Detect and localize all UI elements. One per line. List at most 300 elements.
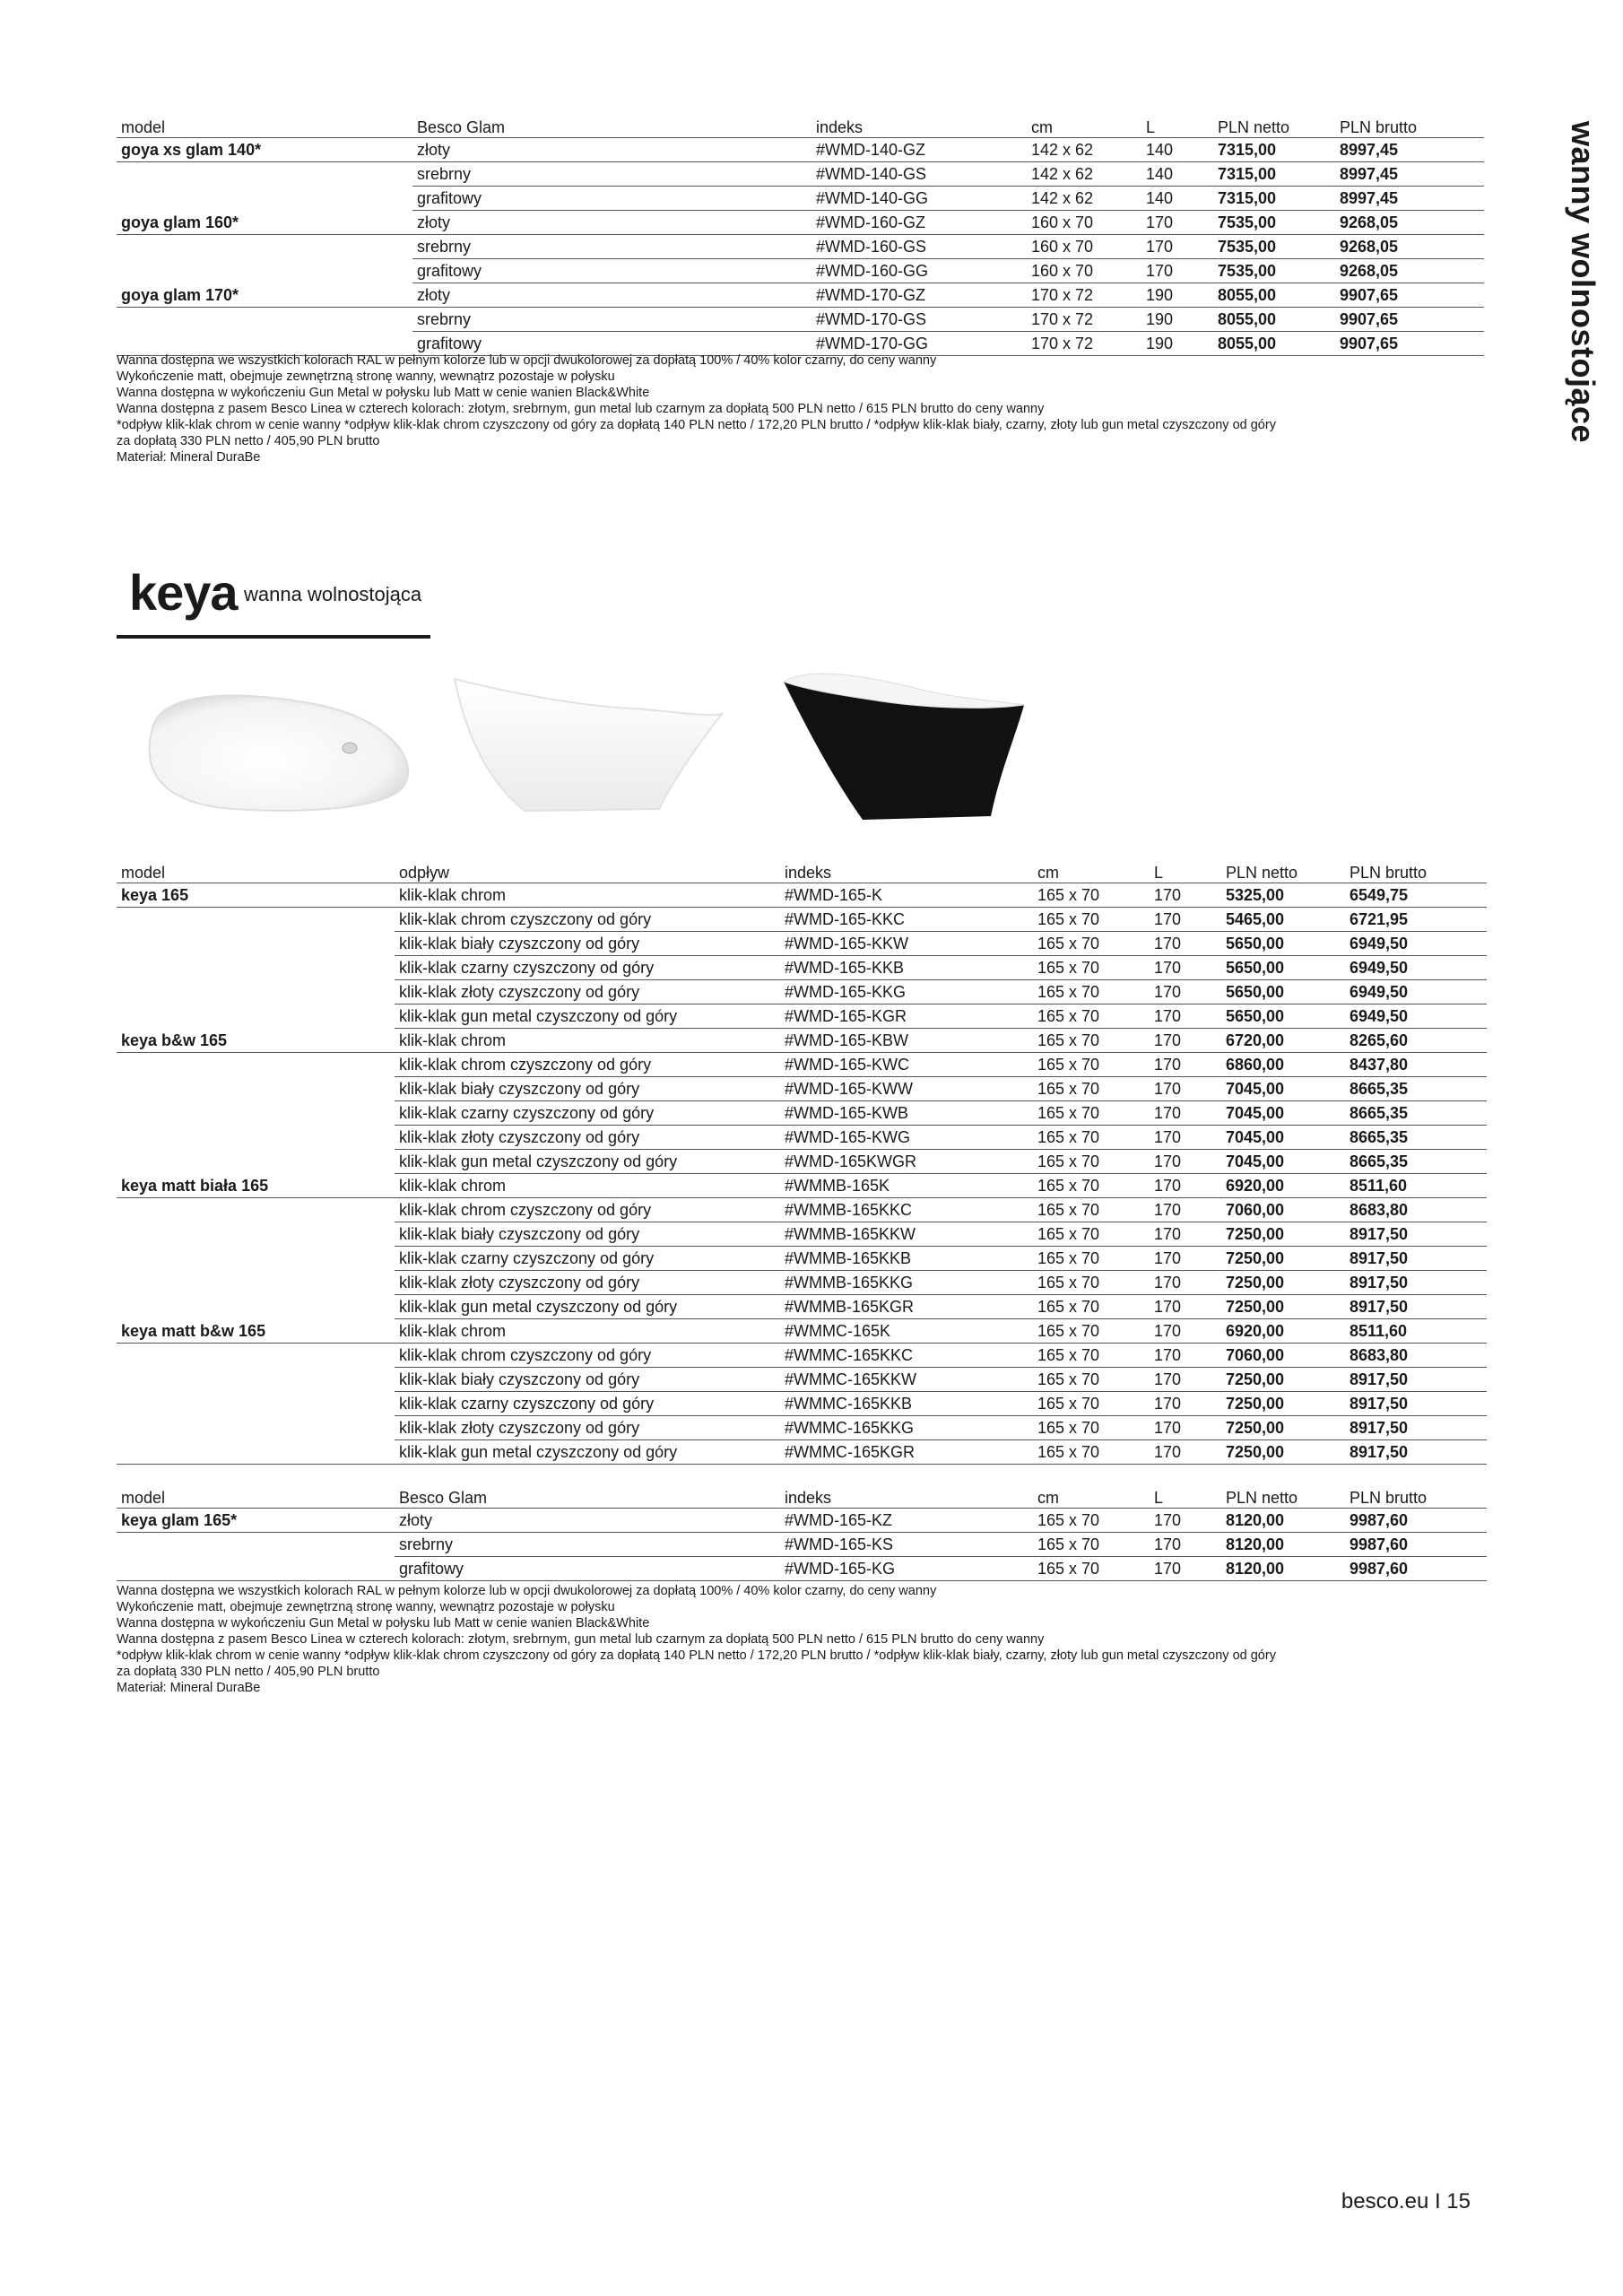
- bathtub-side-view-image: [453, 674, 731, 818]
- column-header-variant: Besco Glam: [395, 1484, 780, 1509]
- table-row: [117, 283, 1484, 308]
- cell-capacity: 170: [1150, 932, 1221, 956]
- cell-size: 165 x 70: [1033, 1271, 1150, 1295]
- cell-variant: klik-klak chrom czyszczony od góry: [395, 1198, 780, 1222]
- cell-price-net: 7250,00: [1221, 1247, 1345, 1271]
- cell-model: [117, 1053, 395, 1077]
- cell-price-gross: 8997,45: [1335, 138, 1484, 162]
- cell-index: #WMD-140-GS: [812, 162, 1027, 187]
- cell-model: [117, 1247, 395, 1271]
- table-row: [117, 908, 1487, 932]
- note-line: Wykończenie matt, obejmuje zewnętrzną stronę wanny, wewnątrz pozostaje w połysku: [117, 1600, 615, 1614]
- cell-price-net: 7250,00: [1221, 1416, 1345, 1440]
- note-line: za dopłatą 330 PLN netto / 405,90 PLN brutto: [117, 1665, 380, 1679]
- cell-variant: klik-klak złoty czyszczony od góry: [395, 1416, 780, 1440]
- cell-variant: grafitowy: [412, 259, 812, 283]
- table-row: [117, 1557, 1487, 1581]
- cell-size: 170 x 72: [1027, 332, 1141, 356]
- table-row: [117, 1440, 1487, 1465]
- table-row: [117, 308, 1484, 332]
- side-title: [1556, 121, 1610, 480]
- bathtub-black-white-image: [780, 665, 1031, 827]
- column-header-variant: Besco Glam: [412, 114, 812, 138]
- column-header-price-net: PLN netto: [1213, 114, 1335, 138]
- column-header-index: indeks: [812, 114, 1027, 138]
- cell-price-net: 7535,00: [1213, 259, 1335, 283]
- cell-capacity: 170: [1150, 980, 1221, 1004]
- note-line: Wanna dostępna z pasem Besco Linea w czterech kolorach: złotym, srebrnym, gun metal lub czarnym za dopłatą 500 PLN netto / 615 PLN brutto do ceny wanny: [117, 402, 1045, 416]
- cell-size: 165 x 70: [1033, 1416, 1150, 1440]
- column-header-size: cm: [1033, 1484, 1150, 1509]
- cell-model: [117, 1101, 395, 1126]
- note-line: za dopłatą 330 PLN netto / 405,90 PLN brutto: [117, 434, 380, 448]
- cell-variant: klik-klak gun metal czyszczony od góry: [395, 1150, 780, 1174]
- cell-capacity: 170: [1150, 1053, 1221, 1077]
- cell-price-gross: 6949,50: [1345, 956, 1487, 980]
- cell-price-gross: 8511,60: [1345, 1319, 1487, 1344]
- cell-model: goya glam 170*: [117, 283, 412, 308]
- cell-capacity: 170: [1150, 1174, 1221, 1198]
- cell-variant: klik-klak chrom: [395, 883, 780, 908]
- cell-capacity: 170: [1150, 1222, 1221, 1247]
- cell-index: #WMD-160-GG: [812, 259, 1027, 283]
- cell-size: 165 x 70: [1033, 1344, 1150, 1368]
- table-row: [117, 956, 1487, 980]
- cell-index: #WMMB-165KKB: [780, 1247, 1033, 1271]
- cell-price-gross: 9907,65: [1335, 283, 1484, 308]
- cell-model: [117, 1533, 395, 1557]
- cell-price-net: 6920,00: [1221, 1174, 1345, 1198]
- cell-capacity: 170: [1141, 211, 1213, 235]
- cell-index: #WMMC-165KKC: [780, 1344, 1033, 1368]
- keya-section-heading: [117, 563, 430, 639]
- goya-glam-price-table: [117, 114, 1484, 356]
- cell-price-gross: 8917,50: [1345, 1368, 1487, 1392]
- cell-size: 165 x 70: [1033, 1150, 1150, 1174]
- cell-price-gross: 9268,05: [1335, 235, 1484, 259]
- cell-index: #WMD-165-KZ: [780, 1509, 1033, 1533]
- cell-price-gross: 8683,80: [1345, 1344, 1487, 1368]
- cell-model: keya glam 165*: [117, 1509, 395, 1533]
- cell-model: [117, 1392, 395, 1416]
- table-header-row: [117, 1484, 1487, 1509]
- cell-capacity: 170: [1150, 1271, 1221, 1295]
- cell-index: #WMMB-165KGR: [780, 1295, 1033, 1319]
- cell-size: 165 x 70: [1033, 1440, 1150, 1465]
- cell-capacity: 190: [1141, 308, 1213, 332]
- cell-variant: złoty: [395, 1509, 780, 1533]
- cell-model: [117, 956, 395, 980]
- cell-capacity: 170: [1150, 1150, 1221, 1174]
- cell-size: 165 x 70: [1033, 1174, 1150, 1198]
- table-row: [117, 1319, 1487, 1344]
- cell-model: [117, 1198, 395, 1222]
- cell-price-gross: 6949,50: [1345, 932, 1487, 956]
- note-line: Wanna dostępna w wykończeniu Gun Metal w połysku lub Matt w cenie wanien Black&White: [117, 386, 650, 400]
- cell-price-gross: 9907,65: [1335, 332, 1484, 356]
- cell-capacity: 170: [1150, 1368, 1221, 1392]
- cell-price-net: 7250,00: [1221, 1392, 1345, 1416]
- cell-capacity: 170: [1150, 883, 1221, 908]
- table-row: [117, 1344, 1487, 1368]
- cell-capacity: 170: [1150, 1557, 1221, 1581]
- table-row: [117, 1271, 1487, 1295]
- column-header-index: indeks: [780, 1484, 1033, 1509]
- table-row: [117, 1198, 1487, 1222]
- cell-size: 165 x 70: [1033, 1029, 1150, 1053]
- cell-price-gross: 8917,50: [1345, 1247, 1487, 1271]
- cell-index: #WMD-140-GZ: [812, 138, 1027, 162]
- cell-size: 165 x 70: [1033, 908, 1150, 932]
- cell-index: #WMD-165-K: [780, 883, 1033, 908]
- table-row: [117, 980, 1487, 1004]
- cell-capacity: 170: [1150, 1029, 1221, 1053]
- cell-model: [117, 908, 395, 932]
- cell-index: #WMD-165-KKW: [780, 932, 1033, 956]
- cell-price-gross: 6721,95: [1345, 908, 1487, 932]
- table-row: [117, 1416, 1487, 1440]
- table-row: [117, 1029, 1487, 1053]
- cell-variant: klik-klak gun metal czyszczony od góry: [395, 1440, 780, 1465]
- cell-price-net: 7045,00: [1221, 1150, 1345, 1174]
- cell-price-net: 7250,00: [1221, 1368, 1345, 1392]
- cell-index: #WMMC-165KKB: [780, 1392, 1033, 1416]
- column-header-price-net: PLN netto: [1221, 859, 1345, 883]
- cell-variant: złoty: [412, 283, 812, 308]
- cell-price-net: 7060,00: [1221, 1198, 1345, 1222]
- table-row: [117, 932, 1487, 956]
- cell-model: [117, 1004, 395, 1029]
- cell-size: 165 x 70: [1033, 1392, 1150, 1416]
- cell-price-gross: 8917,50: [1345, 1222, 1487, 1247]
- cell-variant: klik-klak złoty czyszczony od góry: [395, 980, 780, 1004]
- column-header-capacity: L: [1150, 859, 1221, 883]
- column-header-price-gross: PLN brutto: [1345, 859, 1487, 883]
- cell-price-net: 5650,00: [1221, 1004, 1345, 1029]
- table-row: [117, 1077, 1487, 1101]
- cell-price-gross: 9907,65: [1335, 308, 1484, 332]
- cell-index: #WMD-165-KKC: [780, 908, 1033, 932]
- cell-price-net: 7315,00: [1213, 138, 1335, 162]
- cell-capacity: 170: [1150, 1126, 1221, 1150]
- table-row: [117, 1533, 1487, 1557]
- cell-size: 165 x 70: [1033, 1368, 1150, 1392]
- cell-index: #WMMB-165K: [780, 1174, 1033, 1198]
- cell-price-gross: 9987,60: [1345, 1533, 1487, 1557]
- cell-capacity: 170: [1150, 1004, 1221, 1029]
- cell-price-gross: 6949,50: [1345, 1004, 1487, 1029]
- cell-model: [117, 1557, 395, 1581]
- cell-index: #WMD-165-KKB: [780, 956, 1033, 980]
- cell-price-gross: 8917,50: [1345, 1416, 1487, 1440]
- cell-price-gross: 8665,35: [1345, 1150, 1487, 1174]
- note-line: Wanna dostępna z pasem Besco Linea w czterech kolorach: złotym, srebrnym, gun metal lub czarnym za dopłatą 500 PLN netto / 615 PLN brutto do ceny wanny: [117, 1632, 1045, 1647]
- cell-size: 170 x 72: [1027, 308, 1141, 332]
- cell-capacity: 170: [1150, 1344, 1221, 1368]
- cell-model: keya matt biała 165: [117, 1174, 395, 1198]
- cell-capacity: 170: [1150, 1319, 1221, 1344]
- cell-model: [117, 1077, 395, 1101]
- cell-price-net: 5650,00: [1221, 980, 1345, 1004]
- table-row: [117, 1150, 1487, 1174]
- note-line: Wanna dostępna we wszystkich kolorach RAL w pełnym kolorze lub w opcji dwukolorowej za dopłatą 100% / 40% kolor czarny, do ceny wanny: [117, 353, 937, 368]
- cell-model: [117, 1150, 395, 1174]
- cell-price-gross: 8917,50: [1345, 1271, 1487, 1295]
- cell-variant: klik-klak czarny czyszczony od góry: [395, 1392, 780, 1416]
- cell-capacity: 140: [1141, 138, 1213, 162]
- cell-model: keya matt b&w 165: [117, 1319, 395, 1344]
- note-line: Materiał: Mineral DuraBe: [117, 450, 261, 465]
- table-row: [117, 1101, 1487, 1126]
- cell-capacity: 170: [1150, 1533, 1221, 1557]
- keya-subtitle: wanna wolnostojąca: [244, 583, 422, 605]
- cell-model: [117, 1440, 395, 1465]
- side-title-text: wanny wolnostojące: [1565, 121, 1601, 444]
- cell-index: #WMD-165-KGR: [780, 1004, 1033, 1029]
- cell-size: 165 x 70: [1033, 1557, 1150, 1581]
- cell-variant: klik-klak chrom czyszczony od góry: [395, 908, 780, 932]
- cell-price-gross: 8997,45: [1335, 162, 1484, 187]
- cell-price-gross: 8917,50: [1345, 1440, 1487, 1465]
- cell-variant: klik-klak chrom: [395, 1029, 780, 1053]
- cell-variant: klik-klak czarny czyszczony od góry: [395, 956, 780, 980]
- cell-size: 165 x 70: [1033, 1533, 1150, 1557]
- cell-price-net: 7045,00: [1221, 1077, 1345, 1101]
- cell-size: 165 x 70: [1033, 1101, 1150, 1126]
- cell-price-gross: 8917,50: [1345, 1295, 1487, 1319]
- cell-price-net: 7250,00: [1221, 1295, 1345, 1319]
- cell-size: 165 x 70: [1033, 1222, 1150, 1247]
- column-header-model: model: [117, 114, 412, 138]
- cell-capacity: 190: [1141, 283, 1213, 308]
- cell-size: 160 x 70: [1027, 211, 1141, 235]
- column-header-price-gross: PLN brutto: [1335, 114, 1484, 138]
- cell-price-net: 8055,00: [1213, 283, 1335, 308]
- cell-variant: klik-klak chrom: [395, 1319, 780, 1344]
- cell-size: 160 x 70: [1027, 259, 1141, 283]
- goya-notes: [117, 352, 1480, 465]
- cell-model: [117, 1222, 395, 1247]
- column-header-capacity: L: [1141, 114, 1213, 138]
- cell-index: #WMD-170-GZ: [812, 283, 1027, 308]
- cell-size: 165 x 70: [1033, 1077, 1150, 1101]
- cell-variant: klik-klak biały czyszczony od góry: [395, 932, 780, 956]
- cell-capacity: 170: [1150, 956, 1221, 980]
- cell-model: goya xs glam 140*: [117, 138, 412, 162]
- cell-variant: srebrny: [412, 162, 812, 187]
- cell-index: #WMMC-165KKW: [780, 1368, 1033, 1392]
- keya-title: keya: [129, 564, 238, 621]
- table-row: [117, 1368, 1487, 1392]
- cell-price-net: 7535,00: [1213, 235, 1335, 259]
- keya-price-table: [117, 859, 1487, 1465]
- column-header-size: cm: [1033, 859, 1150, 883]
- table-row: [117, 1392, 1487, 1416]
- table-row: [117, 235, 1484, 259]
- cell-index: #WMD-165KWGR: [780, 1150, 1033, 1174]
- cell-variant: srebrny: [395, 1533, 780, 1557]
- cell-price-gross: 8683,80: [1345, 1198, 1487, 1222]
- cell-price-net: 5465,00: [1221, 908, 1345, 932]
- table-row: [117, 1126, 1487, 1150]
- note-line: Wykończenie matt, obejmuje zewnętrzną stronę wanny, wewnątrz pozostaje w połysku: [117, 370, 615, 384]
- cell-variant: klik-klak biały czyszczony od góry: [395, 1222, 780, 1247]
- table-row: [117, 187, 1484, 211]
- cell-price-gross: 8997,45: [1335, 187, 1484, 211]
- cell-index: #WMD-165-KWB: [780, 1101, 1033, 1126]
- cell-price-net: 8120,00: [1221, 1509, 1345, 1533]
- cell-price-gross: 8437,80: [1345, 1053, 1487, 1077]
- cell-size: 170 x 72: [1027, 283, 1141, 308]
- cell-model: [117, 162, 412, 187]
- cell-model: [117, 308, 412, 332]
- column-header-size: cm: [1027, 114, 1141, 138]
- cell-index: #WMD-165-KWW: [780, 1077, 1033, 1101]
- cell-price-net: 7250,00: [1221, 1222, 1345, 1247]
- table-row: [117, 1509, 1487, 1533]
- cell-price-gross: 9268,05: [1335, 259, 1484, 283]
- cell-capacity: 170: [1150, 1509, 1221, 1533]
- cell-variant: złoty: [412, 138, 812, 162]
- cell-model: [117, 980, 395, 1004]
- table-row: [117, 162, 1484, 187]
- cell-price-net: 8055,00: [1213, 332, 1335, 356]
- table-row: [117, 1053, 1487, 1077]
- table-header-row: [117, 859, 1487, 883]
- keya-notes: [117, 1583, 1480, 1696]
- cell-size: 165 x 70: [1033, 1198, 1150, 1222]
- cell-price-gross: 6549,75: [1345, 883, 1487, 908]
- cell-price-gross: 9987,60: [1345, 1557, 1487, 1581]
- cell-index: #WMD-140-GG: [812, 187, 1027, 211]
- cell-price-net: 7535,00: [1213, 211, 1335, 235]
- cell-capacity: 170: [1150, 1295, 1221, 1319]
- cell-capacity: 170: [1150, 1077, 1221, 1101]
- cell-size: 142 x 62: [1027, 187, 1141, 211]
- cell-variant: klik-klak biały czyszczony od góry: [395, 1368, 780, 1392]
- table-row: [117, 1004, 1487, 1029]
- cell-variant: złoty: [412, 211, 812, 235]
- cell-price-gross: 8917,50: [1345, 1392, 1487, 1416]
- cell-size: 165 x 70: [1033, 1509, 1150, 1533]
- cell-price-net: 5650,00: [1221, 956, 1345, 980]
- cell-capacity: 170: [1150, 908, 1221, 932]
- keya-glam-price-table: [117, 1484, 1487, 1581]
- cell-index: #WMD-160-GZ: [812, 211, 1027, 235]
- cell-variant: klik-klak złoty czyszczony od góry: [395, 1126, 780, 1150]
- cell-model: [117, 932, 395, 956]
- cell-price-net: 8120,00: [1221, 1557, 1345, 1581]
- cell-index: #WMMB-165KKG: [780, 1271, 1033, 1295]
- cell-variant: srebrny: [412, 308, 812, 332]
- cell-index: #WMMB-165KKC: [780, 1198, 1033, 1222]
- cell-size: 142 x 62: [1027, 138, 1141, 162]
- cell-index: #WMMB-165KKW: [780, 1222, 1033, 1247]
- cell-price-net: 7045,00: [1221, 1126, 1345, 1150]
- note-line: *odpływ klik-klak chrom w cenie wanny *odpływ klik-klak chrom czyszczony od góry za dopłatą 140 PLN netto / 172,20 PLN brutto / *odpływ klik-klak biały, czarny, złoty lub gun metal czyszczony od góry: [117, 1648, 1276, 1663]
- cell-price-gross: 8665,35: [1345, 1077, 1487, 1101]
- cell-capacity: 140: [1141, 162, 1213, 187]
- table-row: [117, 259, 1484, 283]
- bathtub-top-view-image: [126, 674, 421, 818]
- table-header-row: [117, 114, 1484, 138]
- cell-capacity: 170: [1141, 235, 1213, 259]
- cell-size: 165 x 70: [1033, 883, 1150, 908]
- cell-index: #WMD-170-GG: [812, 332, 1027, 356]
- cell-variant: klik-klak gun metal czyszczony od góry: [395, 1295, 780, 1319]
- table-row: [117, 883, 1487, 908]
- cell-capacity: 170: [1150, 1440, 1221, 1465]
- cell-price-gross: 9268,05: [1335, 211, 1484, 235]
- cell-variant: grafitowy: [412, 187, 812, 211]
- cell-variant: klik-klak czarny czyszczony od góry: [395, 1101, 780, 1126]
- cell-variant: srebrny: [412, 235, 812, 259]
- cell-price-net: 7045,00: [1221, 1101, 1345, 1126]
- column-header-variant: odpływ: [395, 859, 780, 883]
- cell-variant: klik-klak chrom czyszczony od góry: [395, 1344, 780, 1368]
- cell-size: 165 x 70: [1033, 1247, 1150, 1271]
- cell-price-net: 8055,00: [1213, 308, 1335, 332]
- cell-index: #WMD-165-KS: [780, 1533, 1033, 1557]
- cell-index: #WMMC-165K: [780, 1319, 1033, 1344]
- table-row: [117, 211, 1484, 235]
- cell-size: 165 x 70: [1033, 956, 1150, 980]
- cell-size: 165 x 70: [1033, 1126, 1150, 1150]
- cell-price-net: 6860,00: [1221, 1053, 1345, 1077]
- cell-variant: klik-klak złoty czyszczony od góry: [395, 1271, 780, 1295]
- cell-index: #WMD-170-GS: [812, 308, 1027, 332]
- column-header-price-net: PLN netto: [1221, 1484, 1345, 1509]
- cell-price-gross: 8265,60: [1345, 1029, 1487, 1053]
- table-row: [117, 1295, 1487, 1319]
- cell-index: #WMD-165-KG: [780, 1557, 1033, 1581]
- cell-size: 142 x 62: [1027, 162, 1141, 187]
- column-header-index: indeks: [780, 859, 1033, 883]
- table-row: [117, 1222, 1487, 1247]
- cell-index: #WMD-165-KBW: [780, 1029, 1033, 1053]
- cell-capacity: 170: [1150, 1101, 1221, 1126]
- cell-variant: klik-klak czarny czyszczony od góry: [395, 1247, 780, 1271]
- cell-variant: klik-klak gun metal czyszczony od góry: [395, 1004, 780, 1029]
- cell-price-net: 6720,00: [1221, 1029, 1345, 1053]
- cell-price-net: 7315,00: [1213, 162, 1335, 187]
- cell-price-gross: 9987,60: [1345, 1509, 1487, 1533]
- cell-price-net: 5650,00: [1221, 932, 1345, 956]
- cell-model: [117, 1368, 395, 1392]
- cell-model: [117, 259, 412, 283]
- cell-price-gross: 6949,50: [1345, 980, 1487, 1004]
- table-row: [117, 1247, 1487, 1271]
- cell-size: 160 x 70: [1027, 235, 1141, 259]
- cell-price-net: 7060,00: [1221, 1344, 1345, 1368]
- cell-model: [117, 1295, 395, 1319]
- cell-price-net: 7250,00: [1221, 1440, 1345, 1465]
- cell-size: 165 x 70: [1033, 932, 1150, 956]
- cell-model: [117, 1271, 395, 1295]
- cell-model: [117, 1126, 395, 1150]
- cell-index: #WMD-165-KKG: [780, 980, 1033, 1004]
- cell-capacity: 170: [1150, 1198, 1221, 1222]
- cell-capacity: 170: [1150, 1392, 1221, 1416]
- note-line: Wanna dostępna w wykończeniu Gun Metal w połysku lub Matt w cenie wanien Black&White: [117, 1616, 650, 1631]
- cell-price-net: 7315,00: [1213, 187, 1335, 211]
- cell-model: keya b&w 165: [117, 1029, 395, 1053]
- cell-capacity: 190: [1141, 332, 1213, 356]
- cell-variant: klik-klak chrom czyszczony od góry: [395, 1053, 780, 1077]
- cell-variant: grafitowy: [395, 1557, 780, 1581]
- cell-price-net: 7250,00: [1221, 1271, 1345, 1295]
- cell-index: #WMD-165-KWG: [780, 1126, 1033, 1150]
